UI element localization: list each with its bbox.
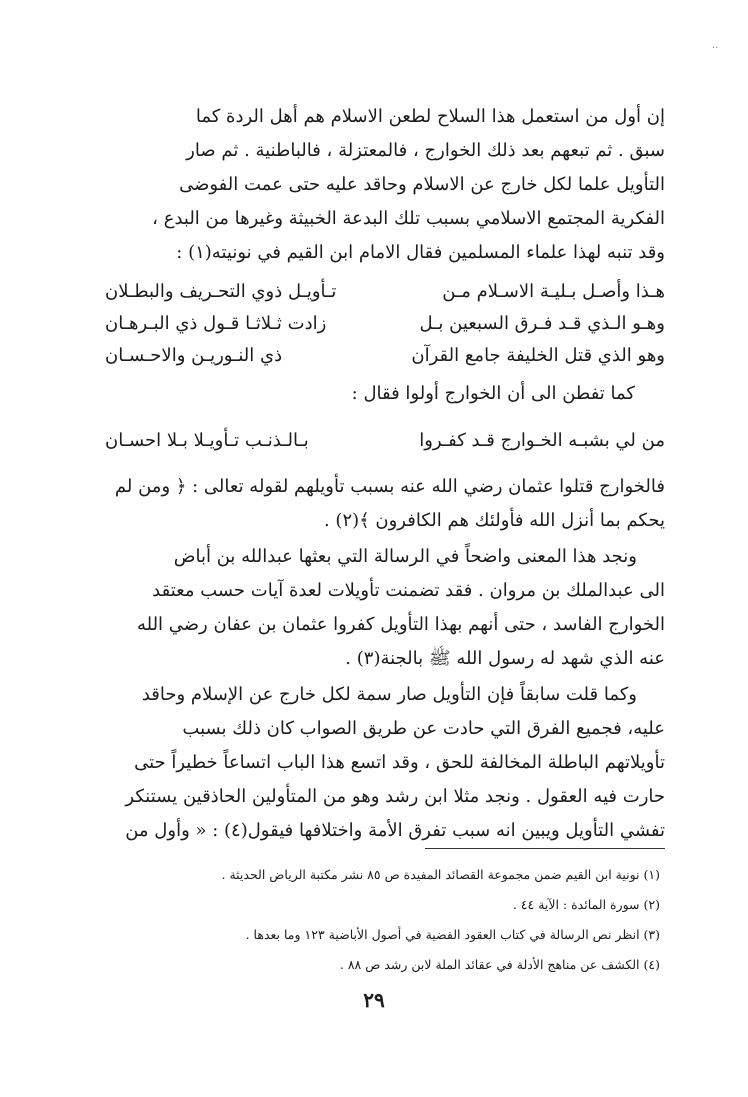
- paragraph-line: الى عبدالملك بن مروان . فقد تضمنت تأويلات لعدة آيات حسب معتقد: [152, 580, 665, 601]
- footnotes: [100, 860, 660, 980]
- verse-second-hemistich: بـالـذنـب تـأويـلا بـلا احسـان: [105, 430, 309, 451]
- footnote: (٤) الكشف عن مناهج الأدلة في عقائد الملة لابن رشد ص ٨٨ .: [339, 957, 660, 972]
- paragraph-line: حارت فيه العقول . ونجد مثلا ابن رشد وهو من المتأولين الحاذقين يستنكر: [125, 786, 665, 807]
- paragraph-line: عنه الذي شهد له رسول الله ﷺ بالجنة(٣) .: [345, 648, 665, 669]
- verse-first-hemistich: من لي بشبـه الخـوارج قـد كفـروا: [419, 430, 665, 451]
- paragraph-line: كما تفطن الى أن الخوارج أولوا فقال :: [351, 383, 635, 404]
- paragraph-3: [105, 540, 665, 676]
- footnote: (٣) انظر نص الرسالة في كتاب العقود الفضية في أصول الأباضية ١٢٣ وما بعدها .: [245, 927, 660, 942]
- paragraph-line: إن أول من استعمل هذا السلاح لطعن الاسلام هم أهل الردة كما: [195, 106, 665, 127]
- paragraph-line: وقد تنبه لهذا علماء المسلمين فقال الامام ابن القيم في نونيته(١) :: [176, 242, 665, 263]
- verse-first-hemistich: وهـو الـذي قـد فـرق السبعين بـل: [419, 313, 665, 334]
- paragraph-line: سبق . ثم تبعهم بعد ذلك الخوارج ، فالمعتزلة ، فالباطنية . ثم صار: [186, 140, 665, 161]
- verse-first-hemistich: هـذا وأصـل بـليـة الاسـلام مـن: [442, 281, 665, 302]
- paragraph-2: [105, 470, 665, 538]
- verse-second-hemistich: زادت ثـلاثـا قـول ذي البـرهـان: [105, 313, 327, 334]
- footnote: (١) نونية ابن القيم ضمن مجموعة القصائد المفيدة ص ٨٥ نشر مكتبة الرياض الحديثة .: [221, 867, 660, 882]
- paragraph-line: ونجد هذا المعنى واضحاً في الرسالة التي بعثها عبدالله بن أباض: [173, 546, 637, 567]
- verse-second-hemistich: ذي النـوريـن والاحـسـان: [105, 345, 283, 366]
- paragraph-line: يحكم بما أنزل الله فأولئك هم الكافرون ﴾(٢) .: [323, 510, 665, 531]
- verse-first-hemistich: وهو الذي قتل الخليفة جامع القرآن: [411, 345, 665, 366]
- corner-mark: ..: [712, 40, 719, 51]
- poem-intro: [105, 377, 665, 411]
- verse-second-hemistich: تـأويـل ذوي التحـريف والبطـلان: [105, 281, 337, 302]
- page-number: ٢٩: [363, 988, 385, 1012]
- footnote: (٢) سورة المائدة : الآية ٤٤ .: [512, 897, 660, 912]
- paragraph-4: [105, 678, 665, 848]
- paragraph-line: تفشي التأويل ويبين انه سبب تفرق الأمة واختلافها فيقول(٤) : « وأول من: [125, 820, 665, 841]
- paragraph-line: فالخوارج قتلوا عثمان رضي الله عنه بسبب تأويلهم لقوله تعالى : ﴿ ومن لم: [114, 476, 665, 497]
- paragraph-line: التأويل علما لكل خارج عن الاسلام وحاقد عليه حتى عمت الفوضى: [179, 174, 665, 195]
- paragraph-line: تأويلاتهم الباطلة المخالفة للحق ، وقد اتسع هذا الباب اتساعاً خطيراً حتى: [134, 752, 665, 773]
- paragraph-line: عليه، فجميع الفرق التي حادت عن طريق الصواب كان ذلك بسبب: [182, 718, 665, 739]
- paragraph-line: وكما قلت سابقاً فإن التأويل صار سمة لكل خارج عن الإسلام وحاقد: [141, 684, 637, 705]
- footnote-separator: [425, 848, 665, 849]
- paragraph-1: [105, 100, 665, 270]
- paragraph-line: الخوارج الفاسد ، حتى أنهم بهذا التأويل كفروا عثمان بن عفان رضي الله: [136, 614, 665, 635]
- paragraph-line: الفكرية المجتمع الاسلامي بسبب تلك البدعة الخبيثة وغيرها من البدع ،: [152, 208, 665, 229]
